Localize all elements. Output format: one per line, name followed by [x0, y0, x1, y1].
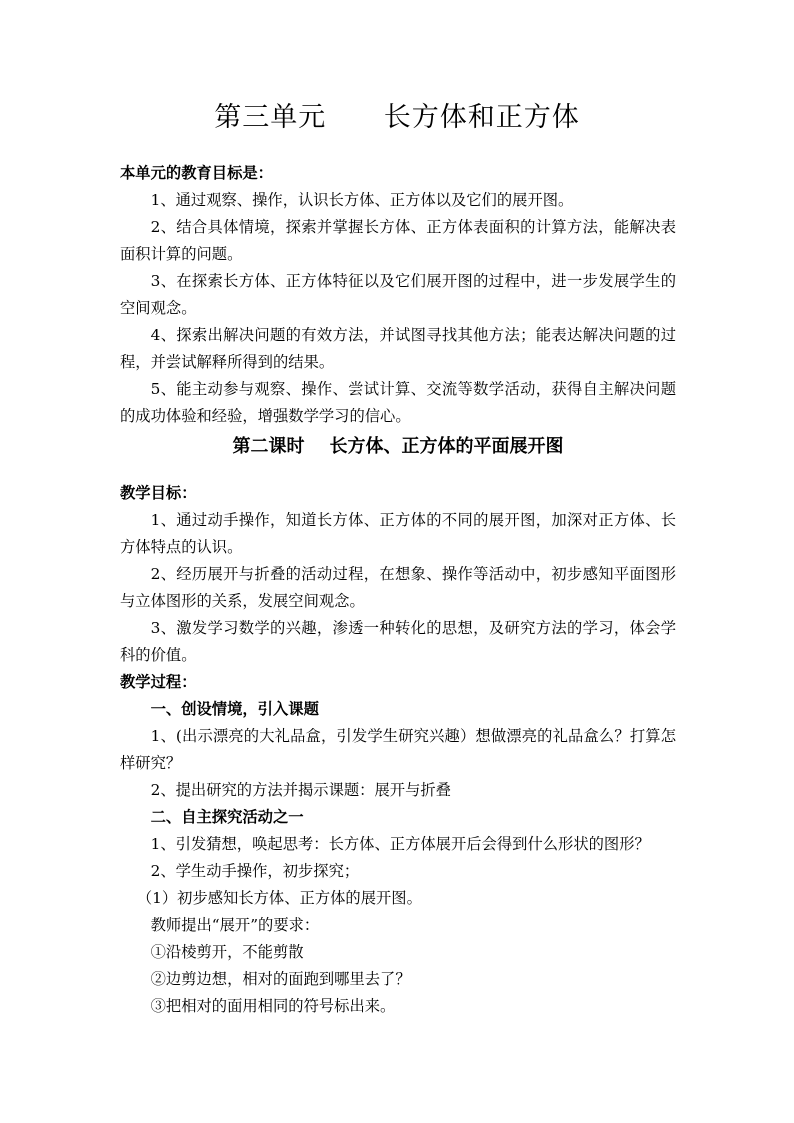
- unit-goal-item: 2、结合具体情境，探索并掌握长方体、正方体表面积的计算方法，能解决表面积计算的问题。: [120, 218, 676, 263]
- teaching-goals-heading: 教学目标：: [120, 484, 197, 502]
- lesson-title: 第二课时 长方体、正方体的平面展开图: [232, 436, 564, 457]
- unit-goal-item: 1、通过观察、操作，认识长方体、正方体以及它们的展开图。: [150, 191, 574, 209]
- unit-goal-item: 4、探索出解决问题的有效方法，并试图寻找其他方法；能表达解决问题的过程，并尝试解释所得到的结果。: [120, 326, 676, 371]
- requirement-item: ①沿棱剪开，不能剪散: [150, 943, 304, 961]
- requirement-item: ③把相对的面用相同的符号标出来。: [150, 997, 396, 1015]
- teaching-goal-item: 3、激发学习数学的兴趣，渗透一种转化的思想，及研究方法的学习，体会学科的价值。: [120, 619, 676, 664]
- requirement-item: ②边剪边想，相对的面跑到哪里去了？: [150, 970, 411, 988]
- document-body: [120, 160, 676, 1020]
- teacher-requirement-intro: 教师提出“展开”的要求：: [150, 916, 320, 934]
- process-part2-title: 二、自主探究活动之一: [150, 808, 304, 826]
- teaching-goal-item: 2、经历展开与折叠的活动过程，在想象、操作等活动中，初步感知平面图形与立体图形的关系，发展空间观念。: [120, 565, 676, 610]
- process-item: 1、(出示漂亮的大礼品盒，引发学生研究兴趣）想做漂亮的礼品盒么？打算怎样研究？: [120, 727, 676, 772]
- unit-goal-item: 5、能主动参与观察、操作、尝试计算、交流等数学活动，获得自主解决问题的成功体验和经验，增强数学学习的信心。: [120, 380, 676, 425]
- process-heading: 教学过程：: [120, 673, 197, 691]
- teaching-goal-item: 1、通过动手操作，知道长方体、正方体的不同的展开图，加深对正方体、长方体特点的认识。: [120, 511, 676, 556]
- process-sub-item: （1）初步感知长方体、正方体的展开图。: [136, 889, 422, 907]
- process-item: 2、提出研究的方法并揭示课题：展开与折叠: [150, 781, 451, 799]
- unit-goal-item: 3、在探索长方体、正方体特征以及它们展开图的过程中，进一步发展学生的空间观念。: [120, 272, 676, 317]
- process-part1-title: 一、创设情境，引入课题: [150, 700, 319, 718]
- process-item: 1、引发猜想，唤起思考：长方体、正方体展开后会得到什么形状的图形？: [150, 835, 650, 853]
- unit-title: 第三单元 长方体和正方体: [214, 102, 580, 133]
- unit-goals-heading: 本单元的教育目标是：: [120, 164, 273, 182]
- process-item: 2、学生动手操作，初步探究；: [150, 862, 360, 880]
